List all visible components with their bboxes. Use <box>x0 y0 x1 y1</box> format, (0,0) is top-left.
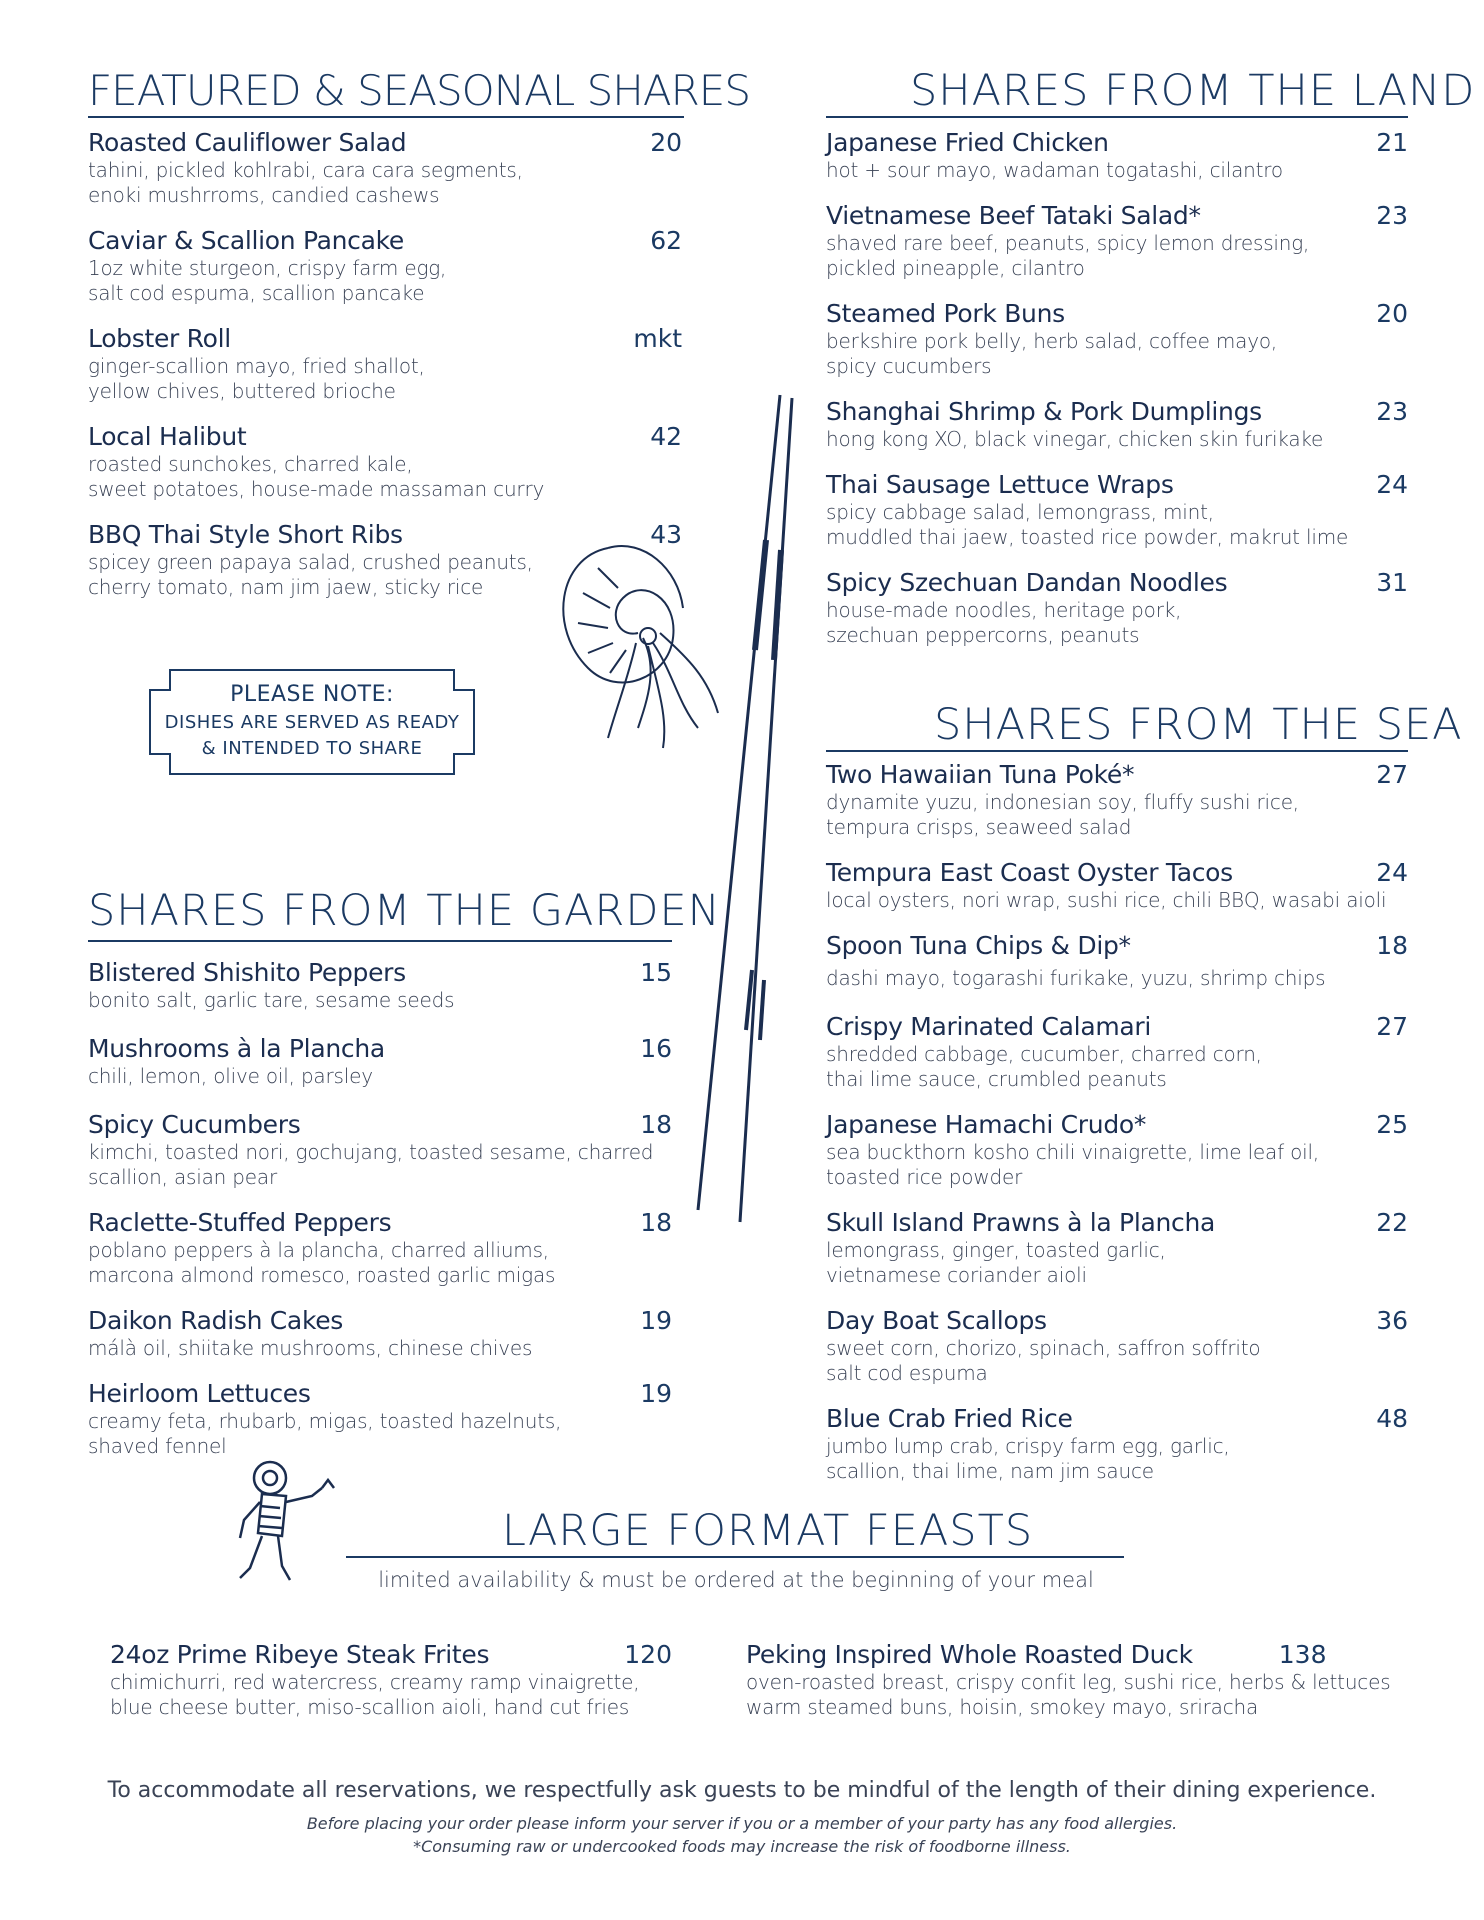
menu-item <box>826 760 1408 839</box>
item-name: 24oz Prime Ribeye Steak Frites <box>110 1640 490 1669</box>
item-desc: roasted sunchokes, charred kale, <box>88 452 413 476</box>
featured-title: FEATURED & SEASONAL SHARES <box>88 66 750 115</box>
menu-item <box>88 1110 672 1189</box>
item-name: Two Hawaiian Tuna Poké* <box>826 760 1135 789</box>
feasts-title: LARGE FORMAT FEASTS <box>502 1506 1034 1556</box>
menu-item <box>826 1404 1408 1483</box>
item-price: 23 <box>1376 201 1408 230</box>
item-desc: spicy cabbage salad, lemongrass, mint, <box>826 500 1214 524</box>
item-name: Blistered Shishito Peppers <box>88 958 406 987</box>
item-price: 18 <box>640 1208 672 1237</box>
menu-item <box>88 226 682 305</box>
item-desc: poblano peppers à la plancha, charred alliums, <box>88 1238 549 1262</box>
footer-reservation-note: To accommodate all reservations, we respectfully ask guests to be mindful of the length of their dining experience. <box>107 1778 1377 1803</box>
item-name: Peking Inspired Whole Roasted Duck <box>746 1640 1193 1669</box>
item-name: Blue Crab Fried Rice <box>826 1404 1073 1433</box>
item-price: 18 <box>1376 931 1408 960</box>
item-desc: shaved fennel <box>88 1434 227 1458</box>
sea-rule <box>826 750 1408 752</box>
chopsticks-illustration <box>680 390 800 1230</box>
item-desc: scallion, thai lime, nam jim sauce <box>826 1459 1154 1483</box>
item-desc: scallion, asian pear <box>88 1165 277 1189</box>
item-desc: bonito salt, garlic tare, sesame seeds <box>88 988 455 1012</box>
item-name: BBQ Thai Style Short Ribs <box>88 520 403 549</box>
item-desc: ginger-scallion mayo, fried shallot, <box>88 354 425 378</box>
item-name: Daikon Radish Cakes <box>88 1306 344 1335</box>
land-rule <box>826 116 1408 118</box>
item-price: 62 <box>650 226 682 255</box>
item-desc: hong kong XO, black vinegar, chicken skin furikake <box>826 427 1324 451</box>
menu-item <box>746 1640 1391 1719</box>
menu-item <box>88 1208 672 1287</box>
garden-rule <box>88 940 672 942</box>
menu-item <box>826 568 1408 647</box>
item-name: Tempura East Coast Oyster Tacos <box>826 858 1233 887</box>
menu-item <box>826 1110 1408 1189</box>
menu-item <box>826 470 1408 549</box>
land-title: SHARES FROM THE LAND <box>910 66 1476 116</box>
item-desc: vietnamese coriander aioli <box>826 1263 1087 1287</box>
item-name: Shanghai Shrimp & Pork Dumplings <box>826 397 1262 426</box>
item-desc: marcona almond romesco, roasted garlic migas <box>88 1263 556 1287</box>
item-desc: szechuan peppercorns, peanuts <box>826 623 1140 647</box>
item-desc: yellow chives, buttered brioche <box>88 379 396 403</box>
note-heading: PLEASE NOTE: <box>230 682 394 707</box>
item-price: 27 <box>1376 760 1408 789</box>
item-desc: house-made noodles, heritage pork, <box>826 598 1182 622</box>
item-desc: lemongrass, ginger, toasted garlic, <box>826 1238 1166 1262</box>
menu-item <box>826 397 1408 451</box>
item-price: 42 <box>650 422 682 451</box>
item-desc: 1oz white sturgeon, crispy farm egg, <box>88 256 447 280</box>
item-price: 31 <box>1376 568 1408 597</box>
menu-item <box>826 1012 1408 1091</box>
item-desc: oven-roasted breast, crispy confit leg, sushi rice, herbs & lettuces <box>746 1670 1391 1694</box>
item-desc: chimichurri, red watercress, creamy ramp vinaigrette, <box>110 1670 640 1694</box>
item-desc: shredded cabbage, cucumber, charred corn, <box>826 1042 1262 1066</box>
sea-title: SHARES FROM THE SEA <box>934 700 1463 750</box>
item-name: Day Boat Scallops <box>826 1306 1047 1335</box>
item-price: 48 <box>1376 1404 1408 1433</box>
item-price: 20 <box>650 128 682 157</box>
item-price: 20 <box>1376 299 1408 328</box>
item-price: 43 <box>650 520 682 549</box>
menu-item <box>826 201 1408 280</box>
item-price: 25 <box>1376 1110 1408 1139</box>
item-price: 24 <box>1376 858 1408 887</box>
land-list <box>826 128 1408 666</box>
menu-item <box>110 1640 672 1719</box>
item-name: Spicy Szechuan Dandan Noodles <box>826 568 1228 597</box>
menu-item <box>88 422 682 501</box>
item-name: Thai Sausage Lettuce Wraps <box>826 470 1174 499</box>
item-name: Lobster Roll <box>88 324 231 353</box>
item-desc: tempura crisps, seaweed salad <box>826 815 1132 839</box>
item-price: mkt <box>633 324 682 353</box>
menu-item <box>826 1208 1408 1287</box>
note-line: & INTENDED TO SHARE <box>201 738 423 759</box>
item-price: 21 <box>1376 128 1408 157</box>
item-desc: cherry tomato, nam jim jaew, sticky rice <box>88 575 484 599</box>
item-name: Spoon Tuna Chips & Dip* <box>826 931 1131 960</box>
item-desc: shaved rare beef, peanuts, spicy lemon dressing, <box>826 231 1310 255</box>
item-name: Spicy Cucumbers <box>88 1110 301 1139</box>
sea-list <box>826 760 1408 1502</box>
item-desc: muddled thai jaew, toasted rice powder, makrut lime <box>826 525 1349 549</box>
menu-item <box>88 128 682 207</box>
item-desc: salt cod espuma <box>826 1361 988 1385</box>
footer-allergy-note: Before placing your order please inform your server if you or a member of your party has any food allergies. <box>306 1814 1178 1833</box>
item-price: 36 <box>1376 1306 1408 1335</box>
item-name: Mushrooms à la Plancha <box>88 1034 385 1063</box>
item-price: 16 <box>640 1034 672 1063</box>
item-desc: dynamite yuzu, indonesian soy, fluffy sushi rice, <box>826 790 1299 814</box>
item-desc: salt cod espuma, scallion pancake <box>88 281 425 305</box>
item-name: Caviar & Scallion Pancake <box>88 226 405 255</box>
item-price: 18 <box>640 1110 672 1139</box>
item-desc: sea buckthorn kosho chili vinaigrette, lime leaf oil, <box>826 1140 1319 1164</box>
footer-raw-food-note: *Consuming raw or undercooked foods may increase the risk of foodborne illness. <box>413 1837 1071 1856</box>
menu-item <box>826 128 1408 182</box>
item-desc: jumbo lump crab, crispy farm egg, garlic, <box>826 1434 1230 1458</box>
item-desc: local oysters, nori wrap, sushi rice, chili BBQ, wasabi aioli <box>826 888 1387 912</box>
item-name: Japanese Hamachi Crudo* <box>826 1110 1147 1139</box>
item-price: 120 <box>624 1640 672 1669</box>
item-price: 24 <box>1376 470 1408 499</box>
item-name: Steamed Pork Buns <box>826 299 1065 328</box>
menu-item <box>826 299 1408 378</box>
menu-item <box>88 1379 672 1458</box>
menu-item <box>826 858 1408 912</box>
item-desc: pickled pineapple, cilantro <box>826 256 1085 280</box>
item-name: Heirloom Lettuces <box>88 1379 311 1408</box>
note-line: DISHES ARE SERVED AS READY <box>164 712 460 733</box>
garden-title: SHARES FROM THE GARDEN <box>88 886 721 936</box>
feasts-rule <box>346 1556 1124 1558</box>
item-name: Crispy Marinated Calamari <box>826 1012 1152 1041</box>
menu-item <box>88 324 682 403</box>
item-price: 138 <box>1278 1640 1327 1669</box>
menu-item <box>88 1306 672 1360</box>
item-desc: dashi mayo, togarashi furikake, yuzu, shrimp chips <box>826 966 1326 990</box>
item-desc: hot + sour mayo, wadaman togatashi, cilantro <box>826 158 1283 182</box>
menu-item <box>88 958 672 1012</box>
item-name: Skull Island Prawns à la Plancha <box>826 1208 1216 1237</box>
item-desc: sweet corn, chorizo, spinach, saffron soffrito <box>826 1336 1261 1360</box>
item-name: Japanese Fried Chicken <box>826 128 1109 157</box>
item-price: 15 <box>640 958 672 987</box>
item-price: 23 <box>1376 397 1408 426</box>
item-price: 19 <box>640 1306 672 1335</box>
item-desc: chili, lemon, olive oil, parsley <box>88 1064 373 1088</box>
item-desc: sweet potatoes, house-made massaman curry <box>88 477 545 501</box>
item-desc: toasted rice powder <box>826 1165 1023 1189</box>
item-desc: málà oil, shiitake mushrooms, chinese chives <box>88 1336 533 1360</box>
featured-rule <box>88 116 684 118</box>
menu-item <box>826 931 1408 990</box>
item-name: Roasted Cauliflower Salad <box>88 128 407 157</box>
feasts-subtitle: limited availability & must be ordered at the beginning of your meal <box>378 1568 1094 1592</box>
item-desc: enoki mushrroms, candied cashews <box>88 183 440 207</box>
item-desc: warm steamed buns, hoisin, smokey mayo, sriracha <box>746 1695 1259 1719</box>
item-desc: spicy cucumbers <box>826 354 992 378</box>
garden-list <box>88 958 672 1477</box>
item-desc: blue cheese butter, miso-scallion aioli, hand cut fries <box>110 1695 630 1719</box>
menu-item <box>826 1306 1408 1385</box>
item-price: 19 <box>640 1379 672 1408</box>
note-box <box>148 668 476 776</box>
item-desc: creamy feta, rhubarb, migas, toasted hazelnuts, <box>88 1409 562 1433</box>
item-price: 22 <box>1376 1208 1408 1237</box>
item-desc: kimchi, toasted nori, gochujang, toasted sesame, charred <box>88 1140 654 1164</box>
item-name: Local Halibut <box>88 422 247 451</box>
item-desc: thai lime sauce, crumbled peanuts <box>826 1067 1167 1091</box>
item-name: Raclette-Stuffed Peppers <box>88 1208 392 1237</box>
item-price: 27 <box>1376 1012 1408 1041</box>
item-desc: berkshire pork belly, herb salad, coffee mayo, <box>826 329 1278 353</box>
item-name: Vietnamese Beef Tataki Salad* <box>826 201 1201 230</box>
item-desc: tahini, pickled kohlrabi, cara cara segments, <box>88 158 523 182</box>
item-desc: spicey green papaya salad, crushed peanuts, <box>88 550 533 574</box>
menu-item <box>88 1034 672 1088</box>
